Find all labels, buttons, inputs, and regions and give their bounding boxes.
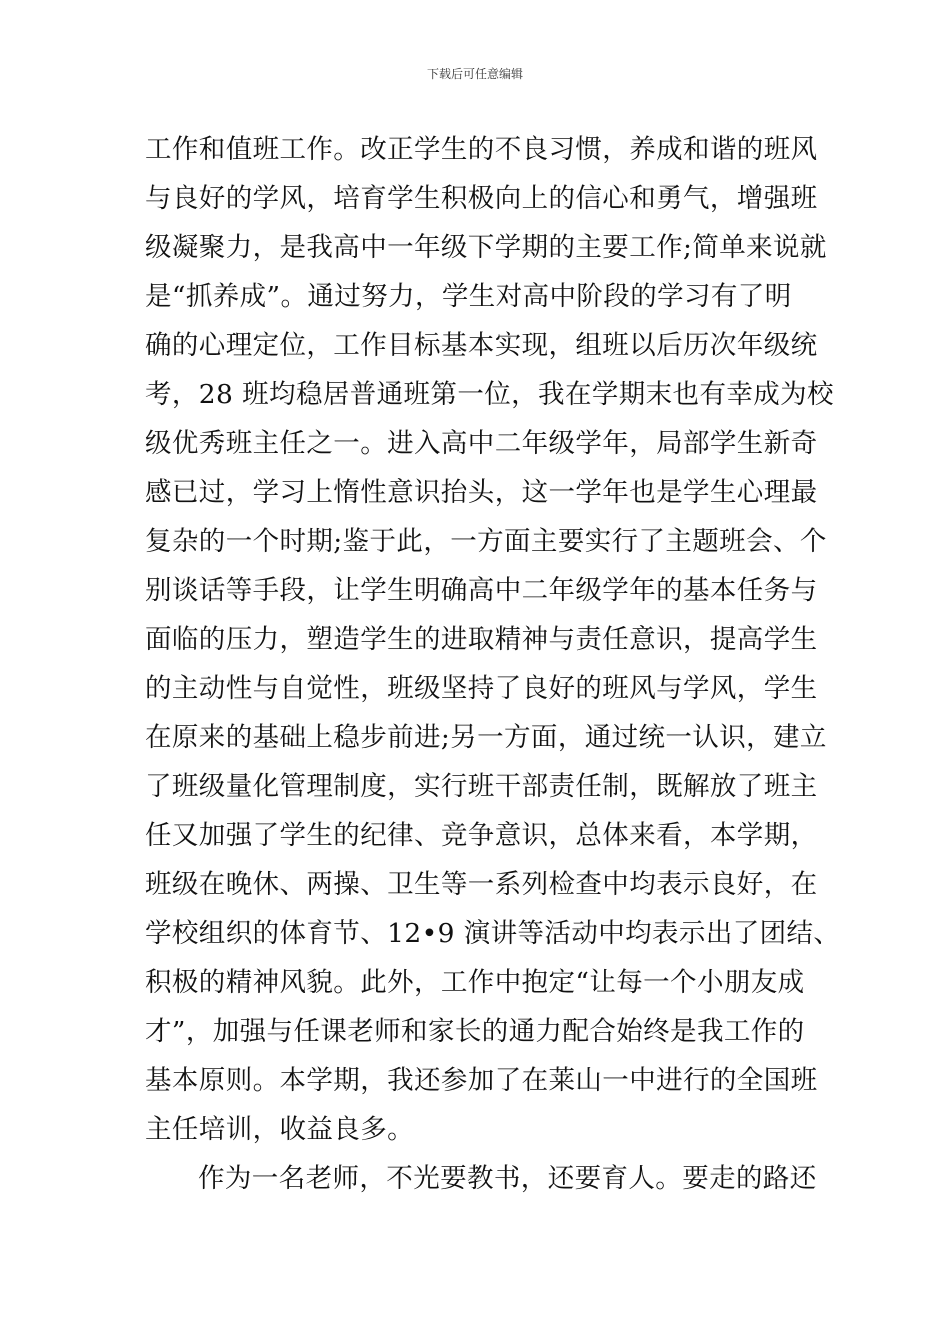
- text-line: 在原来的基础上稳步前进;另一方面，通过统一认识，建立: [145, 722, 827, 753]
- paragraph-2: [145, 1154, 815, 1203]
- text-line: 别谈话等手段，让学生明确高中二年级学年的基本任务与: [145, 575, 818, 606]
- text-line: 感已过，学习上惰性意识抬头，这一学年也是学生心理最: [145, 477, 818, 508]
- text-line: 与良好的学风，培育学生积极向上的信心和勇气，增强班: [145, 183, 818, 214]
- text-line: 级优秀班主任之一。进入高中二年级学年，局部学生新奇: [145, 428, 818, 459]
- text-line: 级凝聚力，是我高中一年级下学期的主要工作;简单来说就: [145, 232, 827, 263]
- page-header: 下载后可任意编辑: [426, 67, 523, 81]
- text-line: 面临的压力，塑造学生的进取精神与责任意识，提高学生: [145, 624, 818, 655]
- text-line: 基本原则。本学期，我还参加了在莱山一中进行的全国班: [145, 1065, 818, 1096]
- text-line: 工作和值班工作。改正学生的不良习惯，养成和谐的班风: [145, 134, 818, 165]
- text-line: 主任培训，收益良多。: [145, 1114, 414, 1145]
- text-line: 了班级量化管理制度，实行班干部责任制，既解放了班主: [145, 771, 818, 802]
- text-line: 复杂的一个时期;鉴于此，一方面主要实行了主题班会、个: [145, 526, 827, 557]
- document-body: [145, 125, 841, 1203]
- text-line: 的主动性与自觉性，班级坚持了良好的班风与学风，学生: [145, 673, 818, 704]
- text-line: 确的心理定位，工作目标基本实现，组班以后历次年级统: [145, 330, 818, 361]
- text-line: 任又加强了学生的纪律、竞争意识，总体来看，本学期，: [145, 820, 818, 851]
- text-line: 是“抓养成”。通过努力，学生对高中阶段的学习有了明: [145, 281, 792, 312]
- text-line: 考，28 班均稳居普通班第一位，我在学期末也有幸成为校: [145, 379, 834, 410]
- text-line: 学校组织的体育节、12•9 演讲等活动中均表示出了团结、: [145, 918, 841, 949]
- text-line: 班级在晚休、两操、卫生等一系列检查中均表示良好，在: [145, 869, 818, 900]
- paragraph-1: [145, 125, 841, 1154]
- text-line: 才”，加强与任课老师和家长的通力配合始终是我工作的: [145, 1016, 805, 1047]
- text-line: 作为一名老师，不光要教书，还要育人。要走的路还: [198, 1163, 817, 1194]
- text-line: 积极的精神风貌。此外，工作中抱定“让每一个小朋友成: [145, 967, 805, 998]
